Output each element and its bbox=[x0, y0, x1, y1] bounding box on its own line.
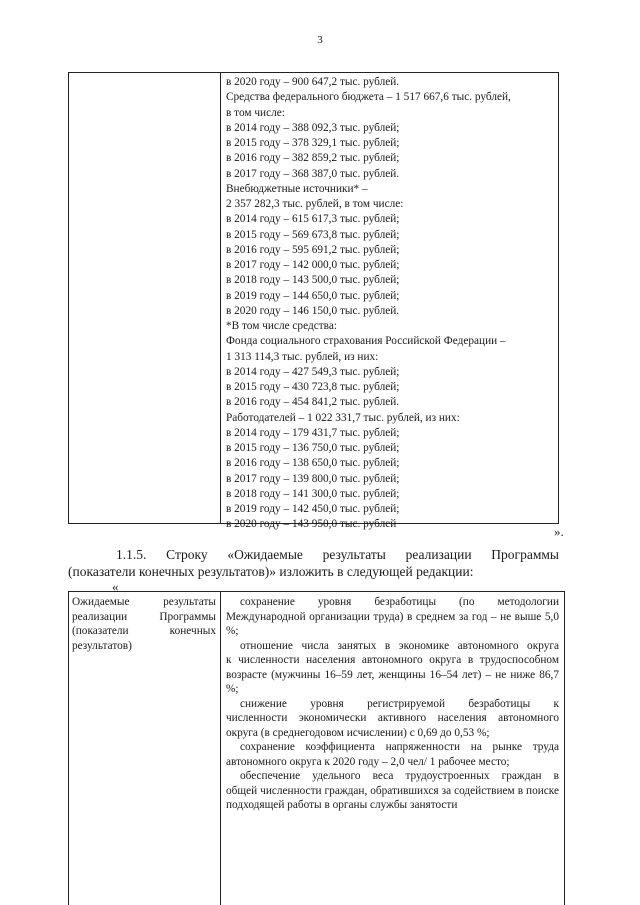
results-table-values-cell bbox=[226, 595, 559, 813]
result-item-rest: автономного округа к 2020 году – 2,0 чел/ 1 рабочее место; bbox=[226, 755, 510, 768]
funding-line: в 2014 году – 388 092,3 тыс. рублей; bbox=[226, 121, 400, 134]
funding-line: в 2017 году – 139 800,0 тыс. рублей; bbox=[226, 472, 400, 485]
funding-line: Фонда социального страхования Российской Федерации – bbox=[226, 335, 506, 348]
funding-line: в 2020 году – 900 647,2 тыс. рублей. bbox=[226, 76, 400, 88]
result-item-rest: общей численности граждан, обратившихся за содействием в поиске подходящей работы в органы службы занятости bbox=[226, 784, 559, 811]
amendment-paragraph bbox=[68, 546, 559, 580]
paragraph-line: 1.1.5. Строку «Ожидаемые результаты реализации Программы bbox=[116, 547, 559, 562]
funding-line: в 2014 году – 179 431,7 тыс. рублей; bbox=[226, 426, 400, 439]
result-item-first-line: снижение уровня регистрируемой безработицы к bbox=[240, 697, 559, 710]
funding-line: в 2019 году – 144 650,0 тыс. рублей; bbox=[226, 289, 400, 302]
result-item bbox=[226, 697, 559, 741]
funding-line: 1 313 114,3 тыс. рублей, из них: bbox=[226, 350, 379, 363]
result-item bbox=[226, 769, 559, 813]
funding-line: *В том числе средства: bbox=[226, 320, 337, 332]
page-number: 3 bbox=[317, 34, 323, 46]
result-item-rest: к численности населения автономного округа в трудоспособном возрасте (мужчины 16–59 лет, женщины 16–54 лет) – не ниже 86,7 %; bbox=[226, 654, 559, 695]
funding-line: в 2018 году – 141 300,0 тыс. рублей; bbox=[226, 487, 400, 500]
result-item-rest: Международной организации труда) в среднем за год – не выше 5,0 %; bbox=[226, 610, 559, 637]
funding-line: в 2015 году – 430 723,8 тыс. рублей; bbox=[226, 381, 400, 393]
funding-line: в 2015 году – 378 329,1 тыс. рублей; bbox=[226, 137, 400, 149]
closing-quote: ». bbox=[554, 524, 564, 539]
header-line: Ожидаемые результаты bbox=[72, 596, 216, 608]
result-item bbox=[226, 595, 559, 639]
result-item-first-line: сохранение коэффициента напряженности на рынке труда bbox=[240, 741, 559, 753]
funding-line: в 2020 году – 146 150,0 тыс. рублей. bbox=[226, 304, 400, 317]
funding-line: в 2016 году – 382 859,2 тыс. рублей; bbox=[226, 152, 400, 165]
funding-line: в 2019 году – 142 450,0 тыс. рублей; bbox=[226, 503, 400, 515]
funding-line: Средства федерального бюджета – 1 517 667,6 тыс. рублей, bbox=[226, 91, 511, 104]
result-item-first-line: отношение числа занятых в экономике автономного округа bbox=[240, 639, 559, 652]
funding-line: в 2018 году – 143 500,0 тыс. рублей; bbox=[226, 274, 400, 287]
paragraph-line: (показатели конечных результатов)» изложить в следующей редакции: bbox=[68, 564, 474, 579]
funding-line: 2 357 282,3 тыс. рублей, в том числе: bbox=[226, 198, 404, 210]
opening-quote: « bbox=[112, 579, 119, 594]
funding-line: в 2014 году – 427 549,3 тыс. рублей; bbox=[226, 365, 400, 378]
funding-table-value-cell bbox=[226, 75, 556, 533]
funding-line: в 2017 году – 368 387,0 тыс. рублей. bbox=[226, 167, 400, 180]
funding-line: Внебюджетные источники* – bbox=[226, 182, 368, 195]
result-item bbox=[226, 639, 559, 697]
funding-line: в 2017 году – 142 000,0 тыс. рублей; bbox=[226, 259, 400, 271]
funding-line: Работодателей – 1 022 331,7 тыс. рублей, из них: bbox=[226, 411, 460, 424]
funding-table-label-cell bbox=[69, 73, 221, 523]
funding-line: в 2015 году – 569 673,8 тыс. рублей; bbox=[226, 228, 400, 241]
result-item-first-line: обеспечение удельного веса трудоустроенных граждан в bbox=[240, 770, 559, 782]
funding-table bbox=[68, 72, 559, 531]
results-table bbox=[68, 591, 565, 905]
result-item-first-line: сохранение уровня безработицы (по методологии bbox=[240, 596, 559, 608]
funding-line: в 2016 году – 454 841,2 тыс. рублей. bbox=[226, 396, 400, 409]
results-table-header-cell bbox=[69, 592, 221, 905]
funding-line: в 2016 году – 595 691,2 тыс. рублей; bbox=[226, 243, 400, 256]
header-line: результатов) bbox=[72, 639, 132, 652]
funding-line: в 2016 году – 138 650,0 тыс. рублей; bbox=[226, 457, 400, 470]
funding-line: в 2014 году – 615 617,3 тыс. рублей; bbox=[226, 213, 400, 226]
header-line: реализации Программы bbox=[72, 610, 216, 623]
result-item-rest: численности экономически активного населения автономного округа (в среднегодовом исчислении) с 0,69 до 0,53 %; bbox=[226, 712, 559, 739]
funding-line: в 2015 году – 136 750,0 тыс. рублей; bbox=[226, 442, 400, 454]
header-line: (показатели конечных bbox=[72, 625, 216, 637]
result-item bbox=[226, 740, 559, 769]
funding-line: в 2020 году – 143 950,0 тыс. рублей bbox=[226, 518, 397, 531]
funding-line: в том числе: bbox=[226, 106, 285, 119]
